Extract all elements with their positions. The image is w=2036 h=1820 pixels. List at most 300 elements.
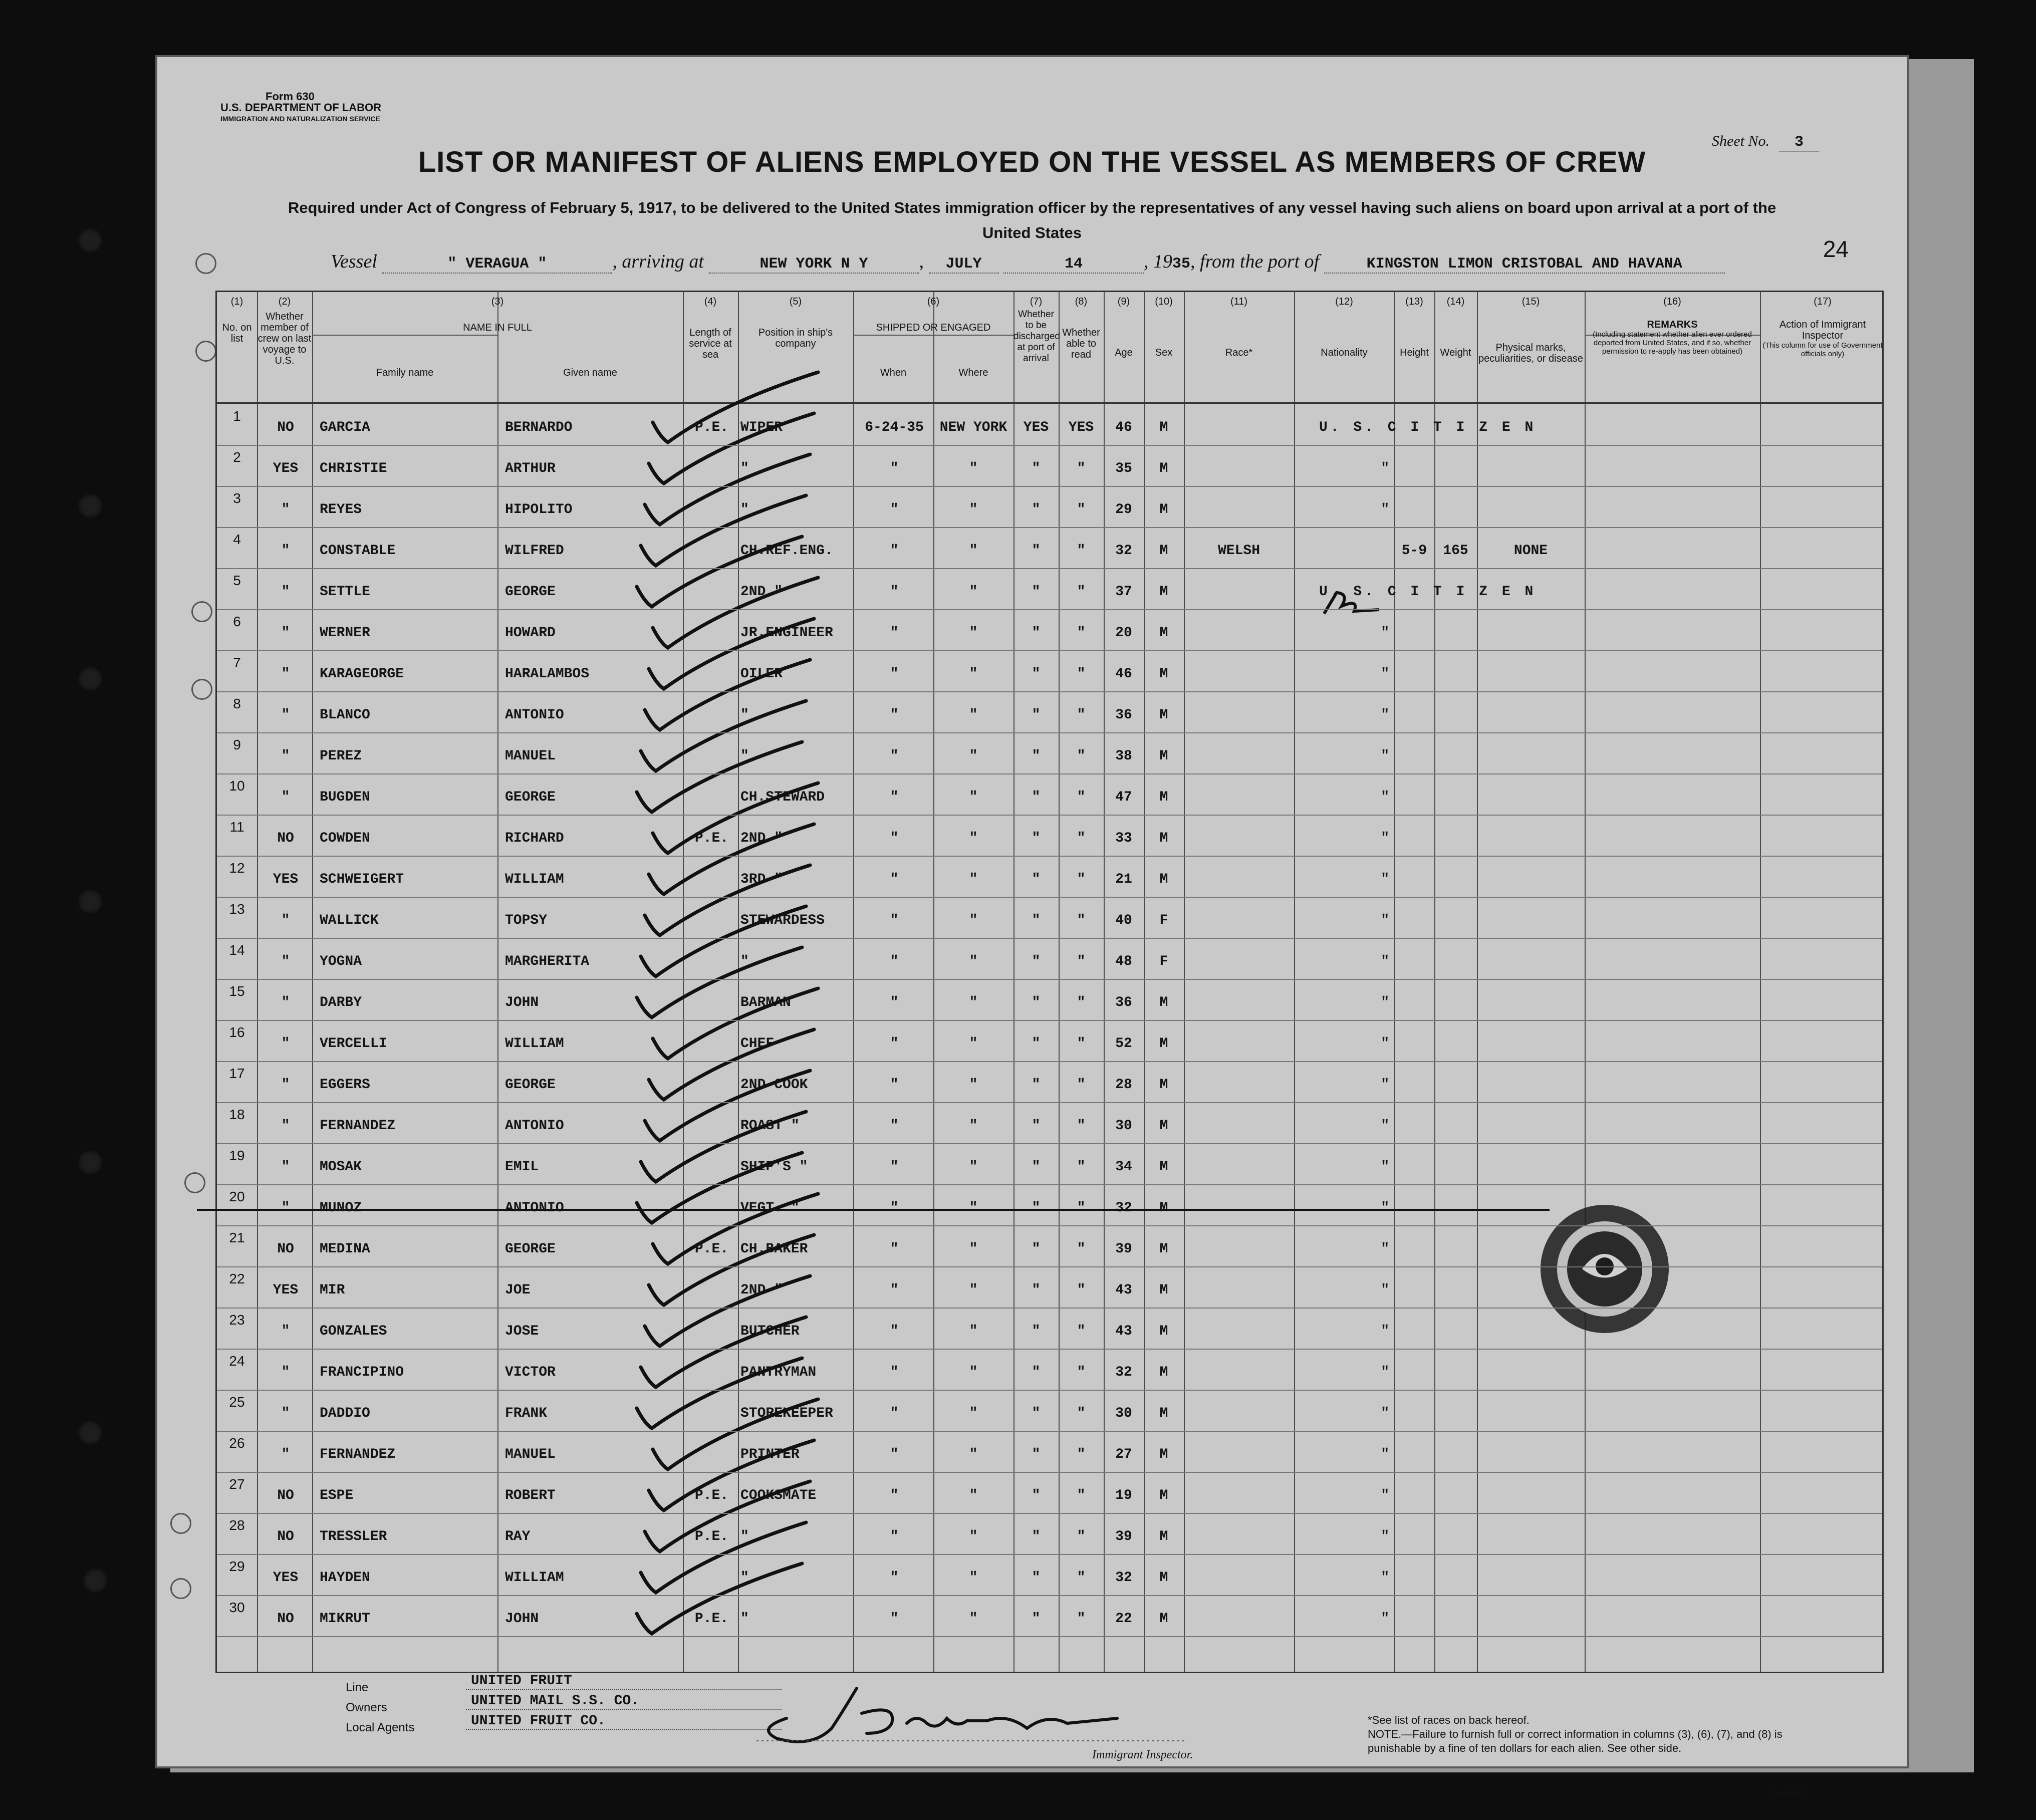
cell-family: GARCIA: [320, 420, 370, 435]
check-mark: [637, 1358, 802, 1428]
cell-disch: ": [1032, 872, 1041, 887]
row-number: 17: [229, 1066, 245, 1081]
cell-given: JOSE: [505, 1324, 539, 1339]
cell-prev: NO: [277, 1611, 294, 1627]
cell-read: ": [1077, 1200, 1086, 1216]
sheet-number-value: 3: [1779, 134, 1819, 152]
cell-prev: ": [281, 1200, 290, 1216]
cell-nat: ": [1381, 1406, 1389, 1421]
cell-sex: M: [1159, 543, 1168, 559]
col-14-label: Weight: [1440, 347, 1471, 358]
cell-age: 32: [1115, 1365, 1132, 1380]
cell-nat: ": [1381, 954, 1389, 969]
check-mark: [653, 372, 818, 442]
cell-disch: ": [1032, 1406, 1041, 1421]
cell-nat: ": [1381, 1611, 1389, 1627]
cell-family: MIR: [320, 1282, 345, 1298]
cell-where: ": [969, 913, 978, 928]
binder-hole: [78, 493, 103, 518]
row-number: 1: [233, 408, 241, 424]
cell-prev: ": [281, 1118, 290, 1134]
cell-given: JOHN: [505, 1611, 539, 1627]
cell-where: ": [969, 831, 978, 846]
col-10-label: Sex: [1155, 347, 1173, 358]
cell-given: HOWARD: [505, 625, 556, 641]
cell-where: ": [969, 1447, 978, 1462]
cell-given: MANUEL: [505, 1447, 556, 1462]
cell-position: CH.STEWARD: [740, 790, 825, 805]
cell-disch: ": [1032, 1529, 1041, 1544]
punch-ring: [170, 1513, 191, 1534]
cell-given: RICHARD: [505, 831, 564, 846]
races-note: *See list of races on back hereof.: [1368, 1714, 1530, 1726]
departure-ports: KINGSTON LIMON CRISTOBAL AND HAVANA: [1324, 255, 1725, 274]
row-number: 19: [229, 1148, 245, 1163]
from-label: , from the port of: [1190, 251, 1320, 272]
col-1-label: No. on list: [222, 322, 252, 344]
cell-when: ": [890, 1406, 899, 1421]
col-12-num: (12): [1335, 296, 1353, 307]
cell-prev: NO: [277, 831, 294, 846]
cell-given: WILLIAM: [505, 1570, 564, 1586]
agents-label: Local Agents: [346, 1721, 415, 1734]
cell-when: ": [890, 954, 899, 969]
cell-sex: M: [1159, 1570, 1168, 1586]
check-mark: [649, 413, 814, 483]
col-12-label: Nationality: [1321, 347, 1368, 358]
cell-prev: YES: [273, 461, 299, 476]
check-mark: [641, 701, 806, 771]
vessel-name: " VERAGUA ": [382, 255, 612, 274]
cell-position: STOREKEEPER: [740, 1406, 833, 1421]
cell-disch: ": [1032, 1159, 1041, 1175]
inspector-signature: [746, 1683, 1197, 1753]
sheet-number-label: Sheet No.: [1712, 133, 1769, 149]
col-6-num: (6): [927, 296, 940, 307]
cell-family: EGGERS: [320, 1077, 370, 1093]
cell-nat: ": [1381, 913, 1389, 928]
cell-sex: M: [1159, 420, 1168, 435]
cell-read: ": [1077, 1282, 1086, 1298]
punch-ring: [191, 679, 212, 700]
cell-age: 47: [1115, 790, 1132, 805]
year-prefix: , 19: [1144, 251, 1172, 272]
col-1-num: (1): [230, 296, 243, 307]
cell-prev: ": [281, 748, 290, 764]
row-number: 18: [229, 1107, 245, 1122]
cell-when: ": [890, 1570, 899, 1586]
penalty-note: NOTE.—Failure to furnish full or correct information in columns (3), (6), (7), and (8) is punishable by a fine of ten dollars for each alien. See other side.: [1368, 1728, 1783, 1754]
cell-read: ": [1077, 666, 1086, 682]
cell-family: FRANCIPINO: [320, 1365, 404, 1380]
cell-nat: ": [1381, 790, 1389, 805]
cell-when: ": [890, 543, 899, 559]
cell-position: WIPER: [740, 420, 783, 435]
check-mark: [637, 1564, 802, 1634]
cell-where: ": [969, 584, 978, 600]
cell-age: 39: [1115, 1241, 1132, 1257]
cell-age: 35: [1115, 461, 1132, 476]
col-3-label: NAME IN FULL: [463, 322, 532, 333]
manifest-sheet: [155, 55, 1909, 1797]
cell-given: ROBERT: [505, 1488, 556, 1503]
col-13-label: Height: [1400, 347, 1429, 358]
cell-read: ": [1077, 502, 1086, 517]
cell-when: ": [890, 995, 899, 1010]
check-mark: [649, 619, 814, 689]
cell-family: MEDINA: [320, 1241, 370, 1257]
cell-where: ": [969, 543, 978, 559]
col-2-num: (2): [278, 296, 291, 307]
cell-position: ": [740, 1529, 749, 1544]
cell-where: ": [969, 1241, 978, 1257]
cell-prev: ": [281, 666, 290, 682]
cell-age: 27: [1115, 1447, 1132, 1462]
col-6b-label: Where: [958, 367, 988, 378]
cell-given: EMIL: [505, 1159, 539, 1175]
cell-sex: M: [1159, 995, 1168, 1010]
cell-given: TOPSY: [505, 913, 548, 928]
cell-disch: ": [1032, 502, 1041, 517]
cell-given: HIPOLITO: [505, 502, 573, 517]
cell-sex: M: [1159, 1282, 1168, 1298]
cell-disch: ": [1032, 543, 1041, 559]
cell-prev: ": [281, 1159, 290, 1175]
cell-where: ": [969, 872, 978, 887]
agents-value: UNITED FRUIT CO.: [466, 1713, 782, 1730]
cell-read: ": [1077, 1611, 1086, 1627]
cell-where: ": [969, 625, 978, 641]
page-subtitle: Required under Act of Congress of February 5, 1917, to be delivered to the United States immigration officer by the representatives of any vessel having such aliens on board upon arrival at a port of the United States: [288, 199, 1776, 241]
cell-when: ": [890, 1077, 899, 1093]
cell-when: ": [890, 790, 899, 805]
col-17-note: (This column for use of Government officials only): [1762, 341, 1883, 358]
cell-height: 5-9: [1401, 543, 1427, 559]
cell-disch: ": [1032, 748, 1041, 764]
row-number: 7: [233, 655, 241, 670]
cell-disch: ": [1032, 707, 1041, 723]
arrival-year: 35: [1172, 255, 1191, 273]
binder-hole: [78, 889, 103, 914]
cell-family: BLANCO: [320, 707, 370, 723]
cell-read: ": [1077, 1077, 1086, 1093]
cell-service: P.E.: [694, 1241, 729, 1257]
cell-when: ": [890, 1324, 899, 1339]
cell-age: 40: [1115, 913, 1132, 928]
cell-sex: M: [1159, 1159, 1168, 1175]
cell-sex: M: [1159, 625, 1168, 641]
cell-when: ": [890, 1036, 899, 1052]
cell-age: 48: [1115, 954, 1132, 969]
punch-ring: [170, 1578, 191, 1599]
cell-read: ": [1077, 831, 1086, 846]
cell-given: JOE: [505, 1282, 531, 1298]
cell-position: ": [740, 461, 749, 476]
cell-nat: ": [1381, 1036, 1389, 1052]
cell-read: ": [1077, 1488, 1086, 1503]
check-mark: [649, 1235, 814, 1305]
cell-age: 29: [1115, 502, 1132, 517]
check-mark: [637, 947, 802, 1017]
col-4-num: (4): [704, 296, 717, 307]
cell-family: COWDEN: [320, 831, 370, 846]
cell-when: ": [890, 461, 899, 476]
cell-prev: ": [281, 707, 290, 723]
cell-read: ": [1077, 913, 1086, 928]
cell-position: ROAST ": [740, 1118, 800, 1134]
cell-age: 43: [1115, 1282, 1132, 1298]
cell-given: GEORGE: [505, 790, 556, 805]
col-8-label: Whether able to read: [1062, 327, 1100, 360]
cell-sex: M: [1159, 1324, 1168, 1339]
cell-race: WELSH: [1217, 543, 1260, 559]
cell-sex: M: [1159, 1241, 1168, 1257]
cell-given: HARALAMBOS: [505, 666, 590, 682]
cell-where: ": [969, 1570, 978, 1586]
cell-sex: M: [1159, 502, 1168, 517]
cell-age: 46: [1115, 420, 1132, 435]
col-5-num: (5): [789, 296, 802, 307]
cell-nat: ": [1381, 707, 1389, 723]
cell-read: ": [1077, 790, 1086, 805]
cell-age: 36: [1115, 995, 1132, 1010]
cell-where: ": [969, 1036, 978, 1052]
cell-where: ": [969, 1406, 978, 1421]
cell-sex: M: [1159, 666, 1168, 682]
cell-where: ": [969, 790, 978, 805]
cell-when: ": [890, 1200, 899, 1216]
row-number: 16: [229, 1024, 245, 1040]
row-number: 20: [229, 1189, 245, 1204]
cell-nat: ": [1381, 1324, 1389, 1339]
cell-given: WILLIAM: [505, 872, 564, 887]
cell-service: P.E.: [694, 1529, 729, 1544]
cell-position: ": [740, 1611, 749, 1627]
cell-age: 30: [1115, 1406, 1132, 1421]
cell-sex: M: [1159, 1036, 1168, 1052]
arrival-month: JULY: [929, 255, 999, 274]
cell-prev: ": [281, 584, 290, 600]
cell-read: ": [1077, 707, 1086, 723]
row-number: 5: [233, 573, 241, 588]
row-number: 28: [229, 1517, 245, 1533]
cell-given: BERNARDO: [505, 420, 573, 435]
row-number: 14: [229, 942, 245, 958]
cell-age: 33: [1115, 831, 1132, 846]
punch-ring: [184, 1172, 205, 1193]
vessel-label: Vessel: [331, 251, 377, 272]
check-mark: [641, 1112, 806, 1182]
manifest-table: [215, 291, 1884, 1673]
cell-family: SCHWEIGERT: [320, 872, 404, 887]
cell-position: ": [740, 748, 749, 764]
cell-age: 38: [1115, 748, 1132, 764]
cell-service: P.E.: [694, 420, 729, 435]
col-15-num: (15): [1521, 296, 1540, 307]
cell-read: ": [1077, 748, 1086, 764]
cell-disch: ": [1032, 995, 1041, 1010]
cell-nat: ": [1381, 666, 1389, 682]
cell-read: ": [1077, 1159, 1086, 1175]
cell-family: WERNER: [320, 625, 370, 641]
footnote-block: [1368, 1713, 1819, 1755]
row-number: 30: [229, 1600, 245, 1615]
check-mark: [645, 865, 810, 935]
cell-where: ": [969, 1282, 978, 1298]
cell-nat: ": [1381, 625, 1389, 641]
cell-where: ": [969, 1159, 978, 1175]
cell-where: ": [969, 995, 978, 1010]
cell-disch: ": [1032, 1282, 1041, 1298]
cell-disch: ": [1032, 790, 1041, 805]
margin-number: 24: [1823, 236, 1849, 262]
punch-ring: [195, 341, 216, 362]
row-number: 13: [229, 901, 245, 917]
cell-disch: ": [1032, 1241, 1041, 1257]
cell-service: P.E.: [694, 831, 729, 846]
cell-sex: M: [1159, 1406, 1168, 1421]
cell-prev: YES: [273, 1570, 299, 1586]
cell-family: MIKRUT: [320, 1611, 370, 1627]
cell-sex: M: [1159, 748, 1168, 764]
col-9-label: Age: [1115, 347, 1133, 358]
cell-sex: M: [1159, 831, 1168, 846]
cell-nat: ": [1381, 1241, 1389, 1257]
cell-disch: ": [1032, 1200, 1041, 1216]
cell-nat: ": [1381, 1159, 1389, 1175]
cell-family: TRESSLER: [320, 1529, 387, 1544]
cell-sex: M: [1159, 1529, 1168, 1544]
cell-position: BARMAN: [740, 995, 791, 1010]
cell-nat: ": [1381, 872, 1389, 887]
col-3-num: (3): [491, 296, 504, 307]
row-number: 26: [229, 1435, 245, 1451]
check-mark: [645, 660, 810, 730]
cell-when: ": [890, 1159, 899, 1175]
row-number: 24: [229, 1353, 245, 1369]
cell-position: CHEF: [740, 1036, 775, 1052]
cell-nat: ": [1381, 461, 1389, 476]
cell-disch: ": [1032, 461, 1041, 476]
check-mark: [641, 495, 806, 566]
check-mark: [637, 742, 802, 812]
cell-given: MARGHERITA: [505, 954, 590, 969]
cell-family: CONSTABLE: [320, 543, 396, 559]
cell-sex: M: [1159, 1118, 1168, 1134]
row-number: 22: [229, 1271, 245, 1286]
cell-age: 39: [1115, 1529, 1132, 1544]
col-11-num: (11): [1230, 296, 1248, 307]
check-mark: [649, 1440, 814, 1510]
cell-where: ": [969, 1200, 978, 1216]
cell-position: SHIP'S ": [740, 1159, 808, 1175]
row-number: 4: [233, 532, 241, 547]
cell-given: MANUEL: [505, 748, 556, 764]
cell-family: REYES: [320, 502, 362, 517]
cell-family: VERCELLI: [320, 1036, 387, 1052]
cell-given: ARTHUR: [505, 461, 556, 476]
check-mark: [645, 1071, 810, 1141]
cell-position: JR.ENGINEER: [740, 625, 833, 641]
cell-position: BUTCHER: [740, 1324, 800, 1339]
cell-family: SETTLE: [320, 584, 370, 600]
col-16-num: (16): [1663, 296, 1681, 307]
col-16-note: (Including statement whether alien ever ordered deported from United States, and if so, whether permission to re-apply has been obtained): [1593, 330, 1752, 356]
cell-read: ": [1077, 1036, 1086, 1052]
cell-family: FERNANDEZ: [320, 1447, 396, 1462]
cell-age: 34: [1115, 1159, 1132, 1175]
row-number: 23: [229, 1312, 245, 1328]
col-8-num: (8): [1075, 296, 1088, 307]
cell-disch: ": [1032, 1118, 1041, 1134]
check-mark: [641, 1317, 806, 1387]
cell-position: ": [740, 1570, 749, 1586]
inspector-label: Immigrant Inspector.: [1092, 1748, 1193, 1761]
cell-where: ": [969, 707, 978, 723]
cell-nat: ": [1381, 1118, 1389, 1134]
cell-where: ": [969, 1324, 978, 1339]
row-number: 21: [229, 1230, 245, 1245]
line-label: Line: [346, 1681, 369, 1694]
row-number: 15: [229, 983, 245, 999]
cell-when: ": [890, 707, 899, 723]
cell-position: 2ND ": [740, 584, 783, 600]
cell-age: 22: [1115, 1611, 1132, 1627]
row-number: 10: [229, 778, 245, 794]
cell-age: 32: [1115, 1570, 1132, 1586]
cell-family: ESPE: [320, 1488, 354, 1503]
arriving-label: , arriving at: [612, 251, 704, 272]
cell-when: ": [890, 1241, 899, 1257]
cell-read: ": [1077, 1447, 1086, 1462]
cell-given: GEORGE: [505, 1241, 556, 1257]
cell-where: ": [969, 1611, 978, 1627]
cell-nat: ": [1381, 1077, 1389, 1093]
cell-prev: ": [281, 625, 290, 641]
cell-where: ": [969, 1077, 978, 1093]
cell-age: 32: [1115, 1200, 1132, 1216]
cell-read: ": [1077, 1570, 1086, 1586]
cell-prev: ": [281, 913, 290, 928]
col-17-num: (17): [1814, 296, 1832, 307]
cell-prev: ": [281, 1447, 290, 1462]
cell-prev: ": [281, 1036, 290, 1052]
cell-when: ": [890, 1488, 899, 1503]
cell-marks: NONE: [1513, 543, 1548, 559]
cell-given: ANTONIO: [505, 1200, 564, 1216]
cell-position: ": [740, 502, 749, 517]
check-marks: [217, 292, 1885, 1675]
punch-ring: [191, 601, 212, 622]
cell-where: ": [969, 666, 978, 682]
col-7-label: Whether to be discharged at port of arrival: [1013, 309, 1060, 364]
cell-given: JOHN: [505, 995, 539, 1010]
cell-sex: M: [1159, 707, 1168, 723]
cell-prev: ": [281, 502, 290, 517]
row-number: 3: [233, 490, 241, 506]
cell-family: DADDIO: [320, 1406, 370, 1421]
cell-position: PRINTER: [740, 1447, 800, 1462]
cell-sex: M: [1159, 1488, 1168, 1503]
cell-weight: 165: [1443, 543, 1468, 559]
col-5-label: Position in ship's company: [758, 327, 833, 349]
cell-nat: ": [1381, 1447, 1389, 1462]
cell-family: WALLICK: [320, 913, 379, 928]
cell-sex: M: [1159, 1611, 1168, 1627]
cell-nat: ": [1381, 502, 1389, 517]
cell-read: YES: [1068, 420, 1094, 435]
cell-disch: ": [1032, 913, 1041, 928]
